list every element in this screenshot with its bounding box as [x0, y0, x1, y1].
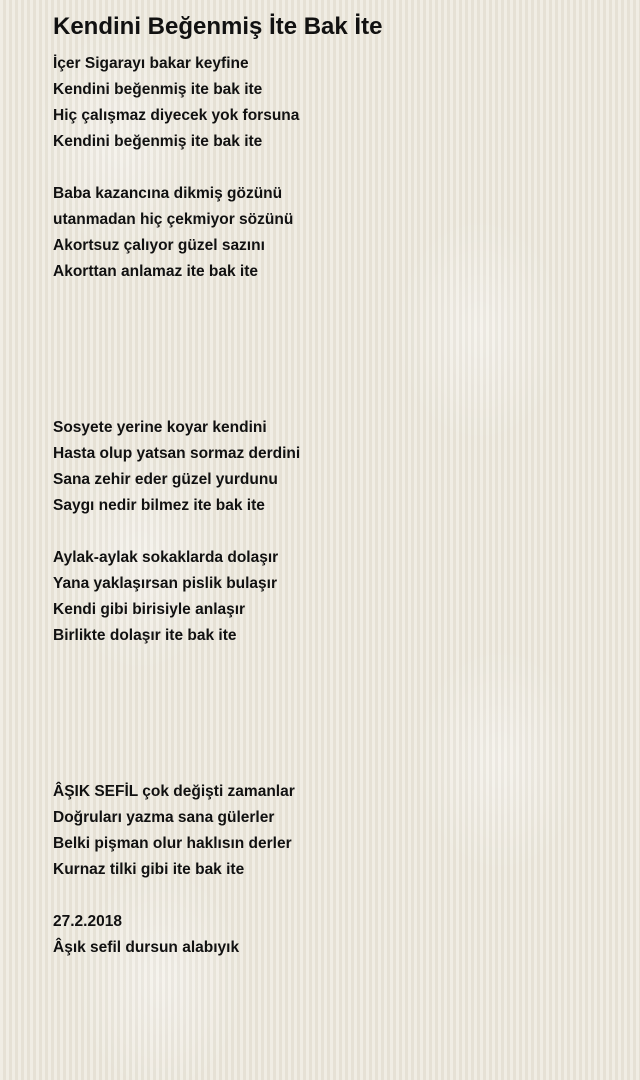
poem-line: Birlikte dolaşır ite bak ite — [53, 627, 237, 644]
stanza-break — [53, 389, 613, 415]
poem-line: Kendini beğenmiş ite bak ite — [53, 133, 263, 150]
poem-line: ÂŞIK SEFİL çok değişti zamanlar — [53, 783, 295, 800]
stanza-break — [53, 883, 613, 909]
stanza-break — [53, 285, 613, 311]
stanza-break — [53, 155, 613, 181]
poem-line: Kendi gibi birisiyle anlaşır — [53, 601, 246, 618]
stanza-break — [53, 363, 613, 389]
poem-line: Yana yaklaşırsan pislik bulaşır — [53, 575, 278, 592]
poem-line: Doğruları yazma sana gülerler — [53, 809, 275, 826]
poem-line: Kurnaz tilki gibi ite bak ite — [53, 861, 245, 878]
poem-line: Hiç çalışmaz diyecek yok forsuna — [53, 107, 300, 124]
poem-line: Sosyete yerine koyar kendini — [53, 419, 267, 436]
poem-line: Aylak-aylak sokaklarda dolaşır — [53, 549, 279, 566]
poem-body — [53, 51, 613, 961]
poem-line: Saygı nedir bilmez ite bak ite — [53, 497, 265, 514]
poem-line: Akorttan anlamaz ite bak ite — [53, 263, 259, 280]
stanza-break — [53, 701, 613, 727]
poem-line: Baba kazancına dikmiş gözünü — [53, 185, 283, 202]
poem-line: utanmadan hiç çekmiyor sözünü — [53, 211, 294, 228]
stanza-break — [53, 311, 613, 337]
poem-line: Hasta olup yatsan sormaz derdini — [53, 445, 301, 462]
stanza-break — [53, 753, 613, 779]
stanza-break — [53, 337, 613, 363]
poem-line: Sana zehir eder güzel yurdunu — [53, 471, 278, 488]
stanza-break — [53, 649, 613, 675]
stanza-break — [53, 675, 613, 701]
poem-line: Kendini beğenmiş ite bak ite — [53, 81, 263, 98]
poem-line: Belki pişman olur haklısın derler — [53, 835, 292, 852]
poem-date: 27.2.2018 — [53, 913, 122, 930]
poem-author: Âşık sefil dursun alabıyık — [53, 939, 240, 956]
stanza-break — [53, 727, 613, 753]
poem-line: Akortsuz çalıyor güzel sazını — [53, 237, 265, 254]
poem-line: İçer Sigarayı bakar keyfine — [53, 55, 249, 72]
poem-title: Kendini Beğenmiş İte Bak İte — [53, 13, 383, 40]
stanza-break — [53, 519, 613, 545]
